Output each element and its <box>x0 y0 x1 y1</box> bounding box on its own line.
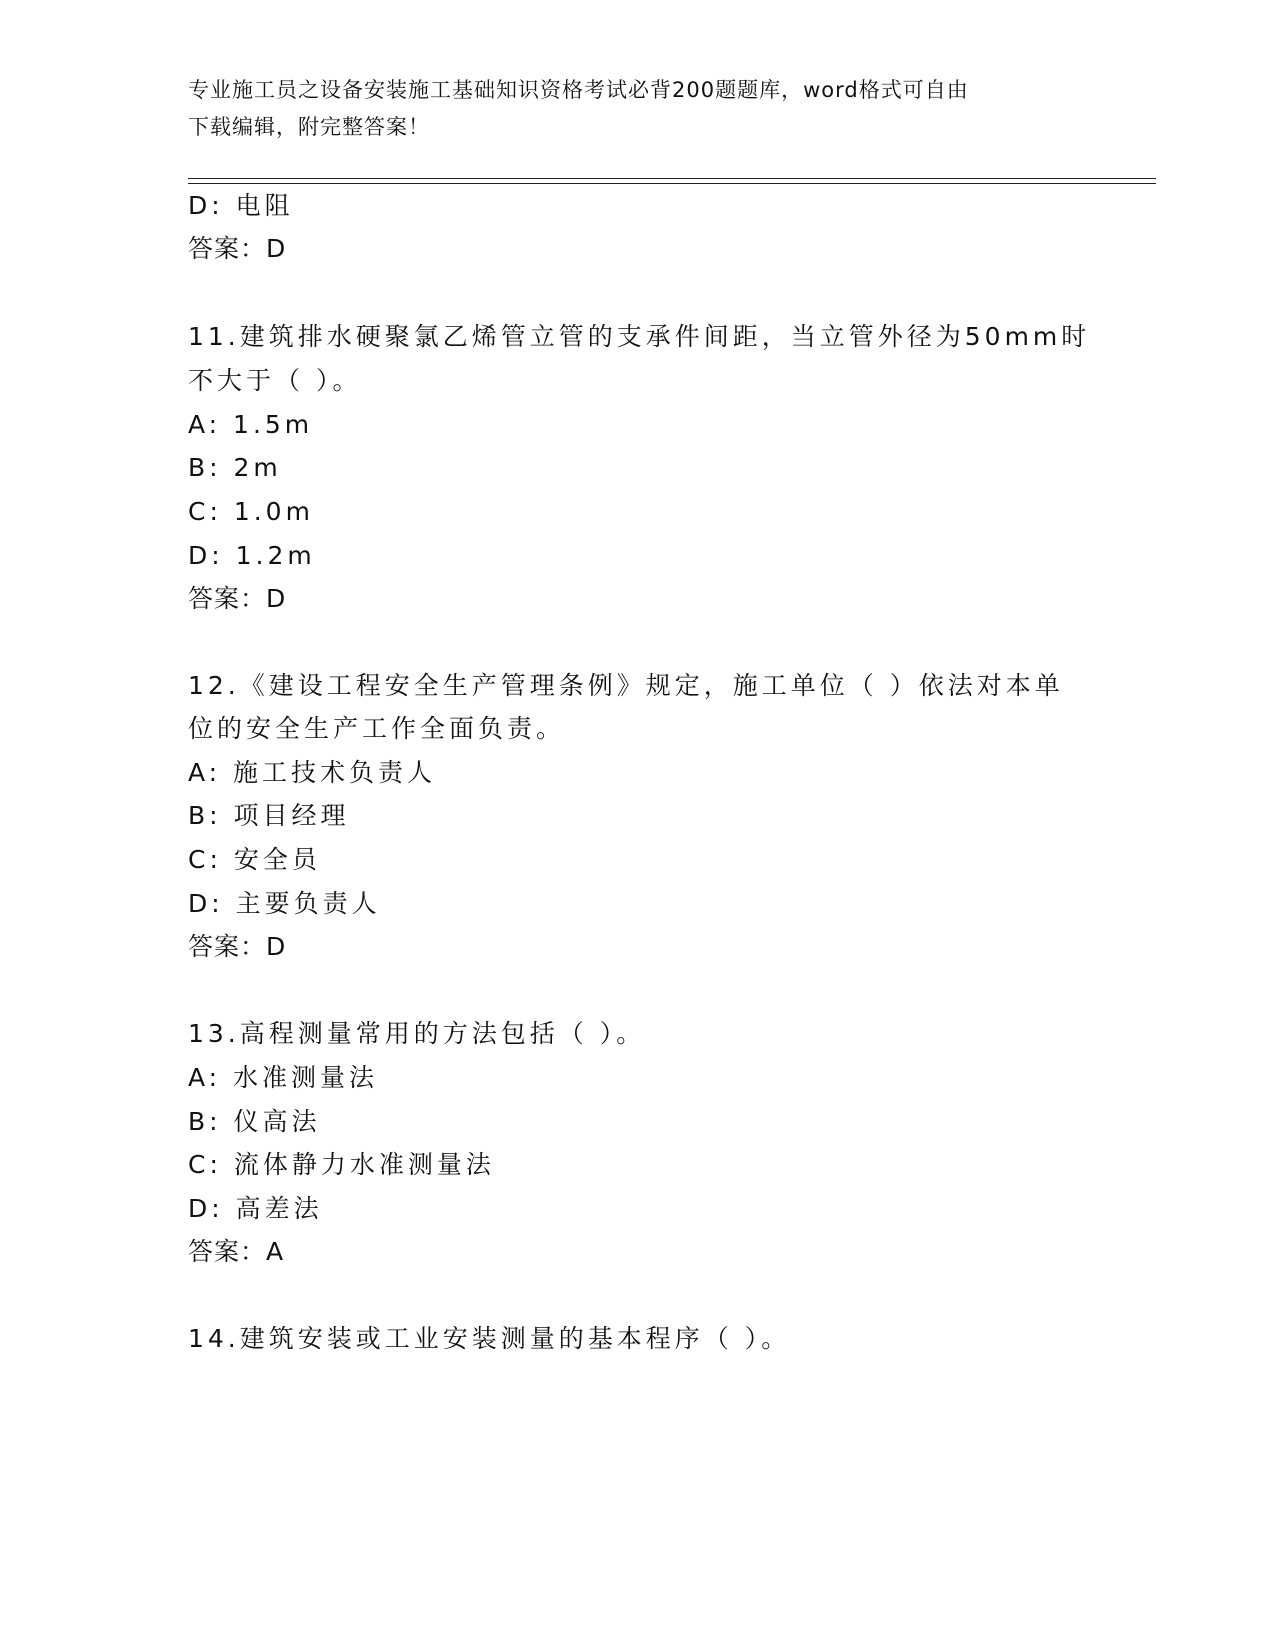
question-12-option-d: D: 主要负责人 <box>188 889 381 918</box>
header-divider-top <box>188 178 1156 179</box>
question-12-stem-line-2: 位的安全生产工作全面负责。 <box>188 714 566 743</box>
question-11-option-b: B: 2m <box>188 453 282 482</box>
question-13-option-d: D: 高差法 <box>188 1194 323 1223</box>
prev-answer: 答案：D <box>188 234 287 263</box>
question-13-option-b: B: 仪高法 <box>188 1107 321 1136</box>
question-13-stem-line-1: 13.高程测量常用的方法包括（ ）。 <box>188 1019 646 1048</box>
question-12-option-a: A: 施工技术负责人 <box>188 758 437 787</box>
question-12-stem-line-1: 12.《建设工程安全生产管理条例》规定，施工单位（ ）依法对本单 <box>188 671 1064 700</box>
question-12-answer: 答案：D <box>188 932 287 961</box>
question-13-option-c: C: 流体静力水准测量法 <box>188 1150 495 1179</box>
question-11-stem-line-2: 不大于（ ）。 <box>188 366 362 395</box>
document-header <box>188 72 1068 146</box>
question-12-option-c: C: 安全员 <box>188 845 321 874</box>
question-14-stem-line-1: 14.建筑安装或工业安装测量的基本程序（ ）。 <box>188 1324 791 1353</box>
question-11-option-d: D: 1.2m <box>188 541 316 570</box>
question-11-option-c: C: 1.0m <box>188 497 314 526</box>
question-12-option-b: B: 项目经理 <box>188 801 350 830</box>
header-line-2: 下载编辑，附完整答案！ <box>188 115 430 139</box>
question-11-stem-line-1: 11.建筑排水硬聚氯乙烯管立管的支承件间距，当立管外径为50mm时 <box>188 322 1091 351</box>
question-11-answer: 答案：D <box>188 584 287 613</box>
question-13-option-a: A: 水准测量法 <box>188 1063 379 1092</box>
header-line-1: 专业施工员之设备安装施工基础知识资格考试必背200题题库，word格式可自由 <box>188 78 969 102</box>
question-13-answer: 答案：A <box>188 1237 285 1266</box>
question-11-option-a: A: 1.5m <box>188 410 314 439</box>
header-divider-bottom <box>188 183 1156 184</box>
prev-option-d: D: 电阻 <box>188 191 294 220</box>
